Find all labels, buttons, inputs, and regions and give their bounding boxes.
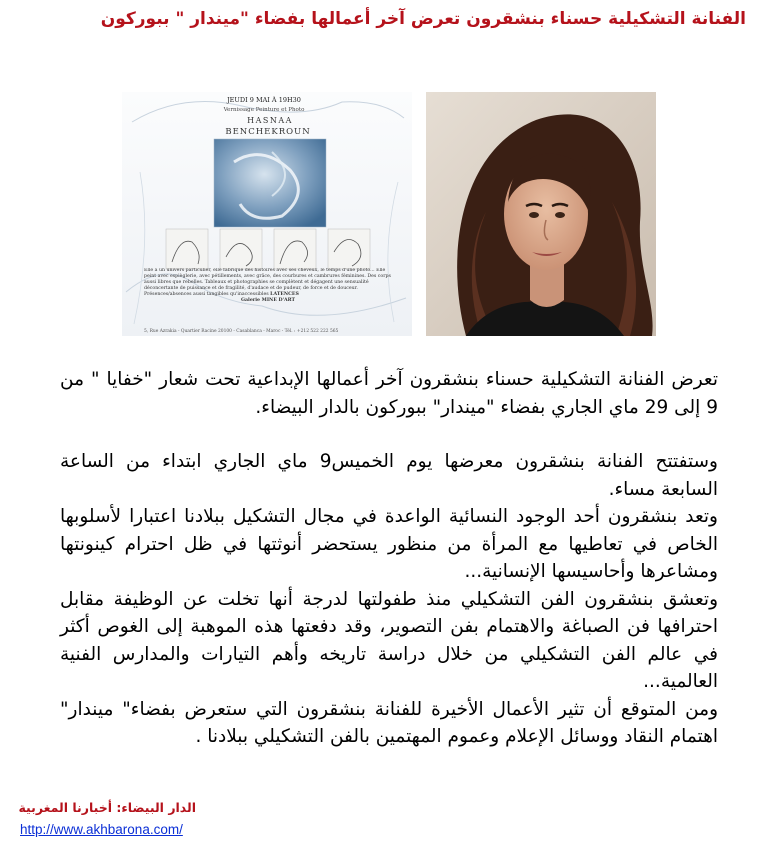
invitation-description: Elle a un univers particulier, elle fabrique des histoires avec ses cheveux, le temps d'une photo... Elle peint avec espièglerie, avec pétillements, avec grâce, des courbures et cambrures féminines. Des corps aussi libres que rebelles. Tableaux et photographies se complètent et dégagent une sensualité déconcertante de puissance et de fragilité, d'audace et de pudeur, de force et de douceur. Présences/absences aussi tangibles qu'inaccessibles [144,268,391,298]
portrait-photo [426,92,656,336]
invitation-illustration [122,92,412,336]
invitation-gallery: Galerie MINE D'ART [241,298,295,304]
invitation-event-type: Vernissage Peinture et Photo [223,107,305,113]
sketch-thumbnail-2 [220,229,262,269]
invitation-date: JEUDI 9 MAI À 19H30 [227,96,301,104]
invitation-artist-last: BENCHEKROUN [225,127,311,137]
article-paragraph-5: ومن المتوقع أن تثير الأعمال الأخيرة للفنانة بنشقرون التي ستعرض بفضاء" ميندار" اهتمام النقاد ووسائل الإعلام وعموم المهتمين بالفن التشكيلي ببلادنا . [60,698,718,747]
article-paragraph-4: وتعشق بنشقرون الفن التشكيلي منذ طفولتها لدرجة أنها تخلت عن الوظيفة مقابل احترافها فن الصباغة والاهتمام بفن التصوير، وقد دفعتها هذه الموهبة إلى الغوص أكثر في عالم الفن التشكيلي من خلال دراسة تاريخه وأهم التيارات والمدارس الفنية العالمية... [60,588,718,692]
article-source: الدار البيضاء: أخبارنا المغربية [18,800,196,815]
article-body [60,366,718,751]
article-paragraph-2: وستفتتح الفنانة بنشقرون معرضها يوم الخميس9 ماي الجاري ابتداء من الساعة السابعة مساء. [60,451,718,500]
article-headline: الفنانة التشكيلية حسناء بنشقرون تعرض آخر أعمالها بفضاء "ميندار " ببوركون [100,9,746,29]
artist-portrait-photo [426,92,656,336]
painting-main [214,139,326,227]
source-url-link[interactable]: http://www.akhbarona.com/ [20,822,183,837]
invitation-exhibition-title: LATENCES [270,292,299,298]
invitation-address: 5, Rue Azrakia - Quartier Racine 20100 - Casablanca - Maroc - Tél. : +212 522 222 565 [144,329,339,334]
article-paragraph-1: تعرض الفنانة التشكيلية حسناء بنشقرون آخر أعمالها الإبداعية تحت شعار "خفايا " من 9 إلى 29 ماي الجاري بفضاء "ميندار" ببوركون بالدار البيضاء. [60,369,718,418]
paragraph-spacer [60,421,718,448]
exhibition-invitation-image [122,92,412,336]
sketch-thumbnail-4 [328,229,370,269]
invitation-artist-first: HASNAA [247,116,293,125]
article-paragraph-3: وتعد بنشقرون أحد الوجود النسائية الواعدة في مجال التشكيل ببلادنا اعتبارا لأسلوبها الخاص في تعاطيها مع المرأة من منظور يستحضر أنوثتها في ظل احترام كينونتها ومشاعرها وأحاسيسها الإنسانية... [60,506,718,582]
sketch-thumbnail-1 [166,229,208,269]
